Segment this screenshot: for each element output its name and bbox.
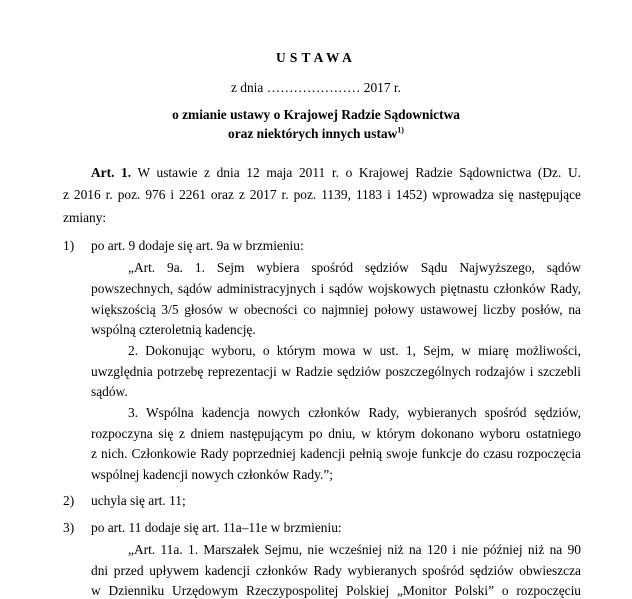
art9a-p1-line-3: większością 3/5 głosów w obecności co najmniej połowy ustawowej liczby posłów, na	[91, 302, 581, 317]
point-3-number: 3)	[63, 520, 75, 535]
art9a-p1-line-2: powszechnych, sądów administracyjnych i sądów wojskowych piętnastu członków Rady,	[91, 281, 581, 296]
art11a-line-2: dni przed upływem kadencji członków Rady wybieranych spośród sędziów obwieszcza	[91, 563, 581, 578]
art1-line-2: z 2016 r. poz. 976 i 2261 oraz z 2017 r. poz. 1139, 1183 i 1452) wprowadza się następujące	[63, 187, 581, 202]
point-2-text: uchyla się art. 11;	[91, 493, 186, 508]
subtitle-line-1: o zmianie ustawy o Krajowej Radzie Sądownictwa	[172, 107, 460, 122]
point-2-number: 2)	[63, 493, 75, 508]
art9a-p1-line-1: „Art. 9a. 1. Sejm wybiera spośród sędziów Sądu Najwyższego, sądów	[128, 260, 581, 275]
point-1-number: 1)	[63, 238, 75, 253]
point-3-text: po art. 11 dodaje się art. 11a–11e w brzmieniu:	[91, 520, 342, 535]
subtitle-line-2-text: oraz niektórych innych ustaw	[228, 126, 398, 141]
art9a-p3-line-3: z nich. Członkowie Rady poprzedniej kadencji pełnią swoje funkcje do czasu rozpoczęcia	[91, 446, 581, 461]
art9a-p3-line-1: 3. Wspólna kadencja nowych członków Rady, wybieranych spośród sędziów,	[128, 405, 581, 420]
art1-line-3: zmiany:	[63, 210, 107, 225]
art9a-p2-line-1: 2. Dokonując wyboru, o którym mowa w ust. 1, Sejm, w miarę możliwości,	[128, 343, 581, 358]
art1-label: Art. 1.	[91, 165, 132, 180]
subtitle-line-2	[0, 126, 632, 142]
document-title: USTAWA	[275, 50, 356, 65]
art9a-p1-line-4: wspólną czteroletnią kadencję.	[91, 322, 256, 337]
art1-line-1-text: W ustawie z dnia 12 maja 2011 r. o Krajowej Radzie Sądownictwa (Dz. U.	[137, 165, 581, 180]
art9a-p3-line-2: rozpoczyna się z dniem następującym po dniu, w którym dokonano wyboru ostatniego	[91, 426, 581, 441]
footnote-mark: 1)	[397, 125, 404, 135]
point-1-text: po art. 9 dodaje się art. 9a w brzmieniu:	[91, 238, 304, 253]
art11a-line-1: „Art. 11a. 1. Marszałek Sejmu, nie wcześniej niż na 120 i nie później niż na 90	[128, 542, 581, 557]
art11a-line-3: w Dzienniku Urzędowym Rzeczypospolitej Polskiej „Monitor Polski” o rozpoczęciu	[91, 583, 581, 598]
art9a-p2-line-2: uwzględnia potrzebę reprezentacji w Radzie sędziów poszczególnych rodzajów i szczebli	[91, 364, 581, 379]
art9a-p3-line-4: wspólnej kadencji nowych członków Rady.”;	[91, 467, 333, 482]
date-line: z dnia ………………… 2017 r.	[231, 80, 401, 95]
art9a-p2-line-3: sądów.	[91, 384, 128, 399]
art1-line-1	[91, 165, 581, 181]
